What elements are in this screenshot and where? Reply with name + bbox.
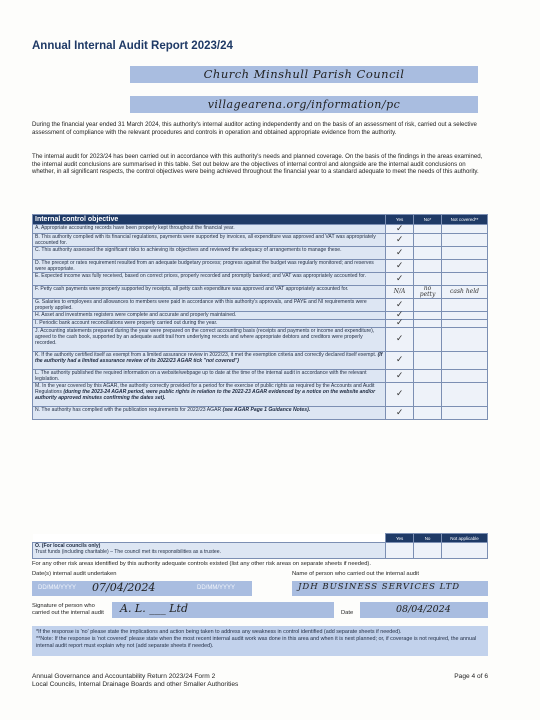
section-o-header-no: No xyxy=(414,534,442,543)
answer-no-box[interactable] xyxy=(414,383,442,407)
objective-text xyxy=(33,320,386,328)
dates-placeholder-right: DD/MM/YYYY xyxy=(197,585,236,591)
checkmark-icon: ✓ xyxy=(395,247,404,258)
answer-yes-box[interactable] xyxy=(386,370,414,383)
signature-label: Signature of person who carried out the internal audit xyxy=(32,603,104,616)
table-header-row xyxy=(33,215,488,225)
table-row xyxy=(33,383,488,407)
objective-statement: B. This authority complied with its financial regulations, payments were supported by invoices, all expenditure was approved and VAT was appropriately accounted for. xyxy=(35,234,376,246)
answer-nc-box[interactable] xyxy=(442,352,488,370)
answer-nc-box[interactable] xyxy=(442,370,488,383)
checkmark-icon: ✓ xyxy=(395,370,404,381)
objective-text xyxy=(33,234,386,247)
objective-statement: H. Asset and investments registers were complete and accurate and properly maintained. xyxy=(35,312,237,318)
dates-label: Date(s) internal audit undertaken xyxy=(32,571,117,577)
objective-statement: J. Accounting statements prepared during the year were prepared on the correct accounting basis (receipts and payments or income and expenditure), agreed to the cash book, supported by an adequate audit trail from underlying records and where appropriate debtors and creditors were properly recorded. xyxy=(35,328,375,346)
table-row xyxy=(33,312,488,320)
objective-statement: D. The precept or rates requirement resulted from an adequate budgetary process; progress against the budget was regularly monitored; and reserves were appropriate. xyxy=(35,260,374,272)
objective-statement: E. Expected income was fully received, based on correct prices, properly recorded and promptly banked; and VAT was appropriately accounted for. xyxy=(35,273,366,279)
answer-yes-box[interactable] xyxy=(386,234,414,247)
table-row xyxy=(33,407,488,420)
auditor-name-field[interactable] xyxy=(292,581,488,596)
table-row xyxy=(33,234,488,247)
objective-text xyxy=(33,286,386,299)
checkmark-icon: ✓ xyxy=(395,223,404,234)
signature-value: A. L. ___ Ltd xyxy=(120,602,188,615)
answer-yes-box[interactable] xyxy=(386,225,414,234)
answer-yes-box[interactable] xyxy=(386,260,414,273)
answer-nc-box[interactable] xyxy=(442,273,488,286)
internal-control-table xyxy=(32,214,488,420)
checkmark-icon: ✓ xyxy=(395,260,404,271)
table-row xyxy=(33,273,488,286)
objective-statement: I. Periodic bank account reconciliations were properly carried out during the year. xyxy=(35,320,218,326)
answer-yes-box[interactable] xyxy=(386,383,414,407)
authority-name-value: Church Minshull Parish Council xyxy=(203,67,405,81)
table-row xyxy=(33,260,488,273)
footer-line-1: Annual Governance and Accountability Return 2023/24 Form 2 xyxy=(32,673,216,680)
objective-statement: K. If the authority certified itself as exempt from a limited assurance review in 2022/23, it met the exemption criteria and correctly declared itself exempt. xyxy=(35,352,377,358)
section-o-title: O. (For local councils only) xyxy=(35,543,101,549)
answer-nc-box[interactable] xyxy=(442,320,488,328)
auditor-label: Name of person who carried out the internal audit xyxy=(292,571,419,577)
answer-yes-box[interactable] xyxy=(386,407,414,420)
date-label: Date xyxy=(341,610,354,616)
section-o-yes-box[interactable] xyxy=(386,543,414,559)
answer-no-box[interactable] xyxy=(414,320,442,328)
section-o-header-yes: Yes xyxy=(386,534,414,543)
objective-statement: C. This authority assessed the significant risks to achieving its objectives and reviewed the adequacy of arrangements to manage these. xyxy=(35,247,342,253)
answer-no-box[interactable] xyxy=(414,234,442,247)
answer-no-box[interactable] xyxy=(414,407,442,420)
checkmark-icon: ✓ xyxy=(395,234,404,245)
table-row xyxy=(33,225,488,234)
header-no: No* xyxy=(414,215,442,225)
answer-nc-box[interactable] xyxy=(442,299,488,312)
objective-text xyxy=(33,352,386,370)
objective-statement: M. In the year covered by this AGAR, the authority correctly provided for a period for the exercise of public rights as required by the Accounts and Audit Regulations xyxy=(35,383,375,395)
checkmark-icon: ✓ xyxy=(395,407,404,418)
answer-no-box[interactable] xyxy=(414,247,442,260)
section-o xyxy=(32,533,488,559)
objective-statement: L. The authority published the required information on a website/webpage up to date at the time of the internal audit in accordance with the relevant legislation. xyxy=(35,370,367,382)
date-field[interactable] xyxy=(360,602,488,618)
checkmark-icon: ✓ xyxy=(395,299,404,310)
answer-nc-box[interactable] xyxy=(442,286,488,299)
footnote-not-covered: **Note: If the response is 'not covered' please state when the most recent internal audit work was done in this area and when it is next planned; or, if coverage is not required, the annual internal audit report must explain why not (add separate sheets if needed). xyxy=(36,635,477,649)
intro-paragraph-1: During the financial year ended 31 March 2024, this authority's internal auditor acting independently and on the basis of an assessment of risk, carried out a selective assessment of compliance with the relevant procedures and controls in operation and obtained appropriate evidence from the authority. xyxy=(32,121,477,136)
handwritten-answer: no petty xyxy=(419,285,436,298)
answer-yes-box[interactable] xyxy=(386,328,414,352)
footer-line-2: Local Councils, Internal Drainage Boards and other Smaller Authorities xyxy=(32,681,239,688)
table-row xyxy=(33,370,488,383)
answer-no-box[interactable] xyxy=(414,286,442,299)
objective-text xyxy=(33,260,386,273)
objective-text xyxy=(33,273,386,286)
table-row xyxy=(33,286,488,299)
dates-value: 07/04/2024 xyxy=(92,581,156,594)
section-o-table xyxy=(32,533,488,559)
table-row xyxy=(33,352,488,370)
page-footer xyxy=(32,673,488,689)
header-yes: Yes xyxy=(386,215,414,225)
objective-text xyxy=(33,312,386,320)
answer-no-box[interactable] xyxy=(414,260,442,273)
section-o-header-na: Not applicable xyxy=(442,534,488,543)
objective-text xyxy=(33,328,386,352)
footnote-no: *If the response is 'no' please state the implications and action being taken to address any weakness in control identified (add separate sheets if needed). xyxy=(36,629,402,635)
objective-statement: N. The authority has complied with the publication requirements for 2022/23 AGAR xyxy=(35,407,222,413)
authority-website-value: villagearena.org/information/pc xyxy=(207,98,401,111)
auditor-name-value: JDH BUSINESS SERVICES LTD xyxy=(298,582,461,592)
dates-placeholder-left: DD/MM/YYYY xyxy=(38,585,77,591)
answer-nc-box[interactable] xyxy=(442,407,488,420)
footnotes xyxy=(32,626,488,656)
checkmark-icon: ✓ xyxy=(395,334,404,344)
checkmark-icon: ✓ xyxy=(395,310,404,320)
objective-text xyxy=(33,299,386,312)
authority-name-field[interactable] xyxy=(130,66,478,83)
answer-nc-box[interactable] xyxy=(442,260,488,273)
checkmark-icon: ✓ xyxy=(395,318,404,328)
objective-text xyxy=(33,407,386,420)
answer-no-box[interactable] xyxy=(414,370,442,383)
objective-statement: G. Salaries to employees and allowances to members were paid in accordance with this authority's approvals, and PAYE and NI requirements were properly applied. xyxy=(35,299,367,311)
objective-note: (see AGAR Page 1 Guidance Notes). xyxy=(222,407,311,413)
answer-yes-box[interactable] xyxy=(386,286,414,299)
header-objective: Internal control objective xyxy=(33,215,386,225)
answer-no-box[interactable] xyxy=(414,312,442,320)
answer-nc-box[interactable] xyxy=(442,383,488,407)
answer-no-box[interactable] xyxy=(414,328,442,352)
answer-no-box[interactable] xyxy=(414,273,442,286)
objective-statement: A. Appropriate accounting records have been properly kept throughout the financial year. xyxy=(35,225,235,231)
objective-text xyxy=(33,225,386,234)
section-o-no-box[interactable] xyxy=(414,543,442,559)
header-not-covered: Not covered** xyxy=(442,215,488,225)
table-row xyxy=(33,328,488,352)
dates-field[interactable] xyxy=(32,581,252,596)
objective-note: (during the 2023-24 AGAR period, were public rights in relation to the 2022-23 AGAR evidenced by a notice on the website and/or authority approved minutes confirming the dates set). xyxy=(35,389,376,401)
answer-yes-box[interactable] xyxy=(386,273,414,286)
objective-statement: F. Petty cash payments were properly supported by receipts, all petty cash expenditure was approved and VAT appropriately accounted for. xyxy=(35,286,349,292)
signature-field[interactable] xyxy=(112,602,334,618)
table-row xyxy=(33,247,488,260)
objective-text xyxy=(33,370,386,383)
section-o-text: Trust funds (including charitable) – The council met its responsibilities as a trustee. xyxy=(35,549,222,555)
other-risks-text: For any other risk areas identified by this authority adequate controls existed (list any other risk areas on separate sheets if needed). xyxy=(32,561,371,567)
objective-text xyxy=(33,247,386,260)
answer-no-box[interactable] xyxy=(414,352,442,370)
intro-paragraph-2: The internal audit for 2023/24 has been carried out in accordance with this authority's needs and planned coverage. On the basis of the findings in the areas examined, the internal audit conclusions are summarised in this table. Set out below are the objectives of internal control and alongside are the internal audit conclusions on whether, in all significant respects, the control objectives were being achieved throughout the financial year to a standard adequate to meet the needs of this authority. xyxy=(32,153,483,176)
answer-nc-box[interactable] xyxy=(442,312,488,320)
handwritten-answer: N/A xyxy=(393,288,406,295)
table-row xyxy=(33,299,488,312)
answer-nc-box[interactable] xyxy=(442,225,488,234)
objective-text xyxy=(33,383,386,407)
answer-yes-box[interactable] xyxy=(386,320,414,328)
answer-yes-box[interactable] xyxy=(386,247,414,260)
checkmark-icon: ✓ xyxy=(395,355,404,365)
section-o-na-box[interactable] xyxy=(442,543,488,559)
table-row xyxy=(33,320,488,328)
answer-nc-box[interactable] xyxy=(442,247,488,260)
report-title: Annual Internal Audit Report 2023/24 xyxy=(32,40,233,52)
answer-nc-box[interactable] xyxy=(442,328,488,352)
answer-nc-box[interactable] xyxy=(442,234,488,247)
authority-website-field[interactable] xyxy=(130,96,478,113)
checkmark-icon: ✓ xyxy=(395,273,404,284)
checkmark-icon: ✓ xyxy=(395,389,404,399)
answer-yes-box[interactable] xyxy=(386,352,414,370)
handwritten-answer: cash held xyxy=(450,288,479,295)
objective-note: (If the authority had a limited assurance review of its 2022/23 AGAR tick "not covered") xyxy=(35,352,383,364)
date-value: 08/04/2024 xyxy=(396,604,451,615)
answer-no-box[interactable] xyxy=(414,299,442,312)
answer-no-box[interactable] xyxy=(414,225,442,234)
page-number: Page 4 of 6 xyxy=(454,673,488,680)
